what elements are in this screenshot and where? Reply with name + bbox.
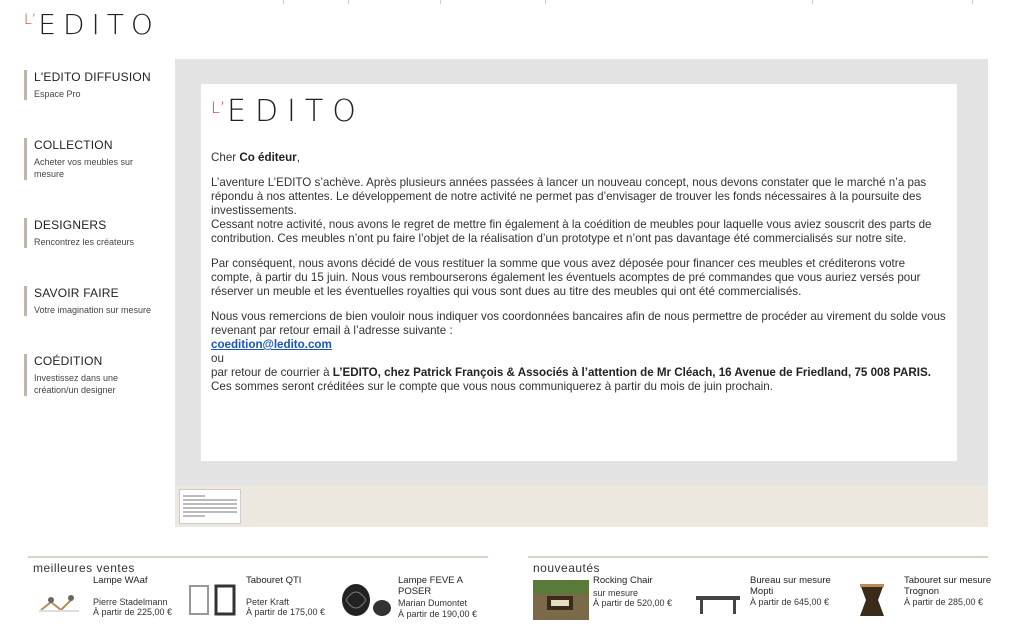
letter-paragraph: Cessant notre activité, nous avons le regret de mettre fin également à la coédition de meubles pour laquelle vous aviez souscrit des parts de contribution. Ces meubles n’ont pu faire l’objet de la réalisation d’un prototype et n’ont pas davantage été commercialisés sur notre site.: [211, 218, 932, 245]
mail-prefix: par retour de courrier à: [211, 366, 333, 379]
top-divider: [812, 0, 813, 4]
product-price: À partir de 225,00 €: [93, 607, 173, 617]
nav-title: L'EDITO DIFFUSION: [34, 70, 151, 84]
section-title: nouveautés: [528, 556, 988, 575]
side-nav: [24, 70, 164, 434]
nav-item-designers[interactable]: [24, 218, 164, 248]
logo-apostrophe: L’: [24, 12, 37, 28]
email-link[interactable]: coedition@ledito.com: [211, 338, 332, 351]
thumbnail-strip: [175, 485, 988, 527]
nav-subtitle: Rencontrez les créateurs: [34, 237, 135, 247]
product-name: Tabouret sur mesure Trognon: [904, 575, 992, 597]
nav-title: SAVOIR FAIRE: [34, 286, 119, 300]
lamp-icon: [33, 580, 89, 620]
letter-logo: [211, 94, 947, 129]
letter-greeting: [211, 151, 947, 165]
nav-title: COLLECTION: [34, 138, 113, 152]
letter-paragraph: L’aventure L’EDITO s’achève. Après plusieurs années passées à lancer un nouveau concept, nous devons constater que le marché n’a pas répondu à nos attentes. Le développement de notre activité ne permet pas d’envisager de trouver les fonds nécessaires à la poursuite des investissements.: [211, 176, 927, 217]
product-subtitle: sur mesure: [593, 587, 639, 598]
product-card[interactable]: [33, 576, 183, 626]
nav-item-coedition[interactable]: [24, 354, 164, 396]
top-divider: [283, 0, 284, 4]
product-designer: Marian Dumontet: [398, 598, 468, 608]
product-name: Tabouret QTI: [246, 575, 302, 586]
product-card[interactable]: [186, 576, 336, 626]
bestsellers-section: [28, 556, 488, 619]
nav-subtitle: Acheter vos meubles sur mesure: [34, 157, 134, 179]
nav-subtitle: Investissez dans une création/un designer: [34, 373, 119, 395]
product-price: À partir de 190,00 €: [398, 608, 478, 619]
letter-closing: Ces sommes seront créditées sur le compte que vous nous communiquerez à partir du mois de juin prochain.: [211, 380, 773, 393]
product-card[interactable]: [844, 576, 994, 626]
product-card[interactable]: [690, 576, 840, 626]
top-divider: [972, 0, 973, 4]
greeting-recipient: Co éditeur: [239, 151, 297, 164]
letter-mail-line: [211, 366, 947, 380]
top-divider: [348, 0, 349, 4]
nav-item-edito-diffusion[interactable]: [24, 70, 164, 100]
site-logo[interactable]: [24, 8, 160, 41]
nav-title: DESIGNERS: [34, 218, 107, 232]
letter-logo-apostrophe: L’: [211, 98, 225, 117]
nav-item-savoir-faire[interactable]: [24, 286, 164, 316]
lamp-icon: [338, 580, 394, 620]
product-designer: Peter Kraft: [246, 596, 290, 607]
content-stage: [175, 59, 988, 485]
product-price: À partir de 175,00 €: [246, 607, 326, 617]
top-divider: [440, 0, 441, 4]
product-price: À partir de 645,00 €: [750, 597, 830, 607]
letter-or: ou: [211, 352, 224, 365]
product-designer: Pierre Stadelmann: [93, 596, 168, 607]
nav-subtitle: Espace Pro: [34, 89, 81, 99]
nav-item-collection[interactable]: [24, 138, 164, 180]
desk-icon: [690, 580, 746, 620]
product-name: Bureau sur mesure Mopti: [750, 575, 831, 597]
product-price: À partir de 285,00 €: [904, 597, 984, 607]
greeting-suffix: ,: [296, 151, 300, 164]
product-card[interactable]: [338, 576, 488, 626]
product-name: Rocking Chair: [593, 575, 653, 586]
mail-address: L’EDITO, chez Patrick François & Associés à l’attention de Mr Cléach, 16 Avenue de Friedland, 75 008 PARIS.: [332, 366, 931, 379]
stool-icon: [844, 580, 900, 620]
greeting-prefix: Cher: [211, 151, 240, 164]
section-title: meilleures ventes: [28, 556, 488, 575]
letter-panel: [201, 84, 957, 461]
product-card[interactable]: [533, 576, 683, 626]
top-divider: [545, 0, 546, 4]
product-name: Lampe FEVE A POSER: [398, 575, 463, 597]
chair-icon: [533, 580, 589, 620]
letter-paragraph: Par conséquent, nous avons décidé de vous restituer la somme que vous avez déposée pour financer ces meubles et créditerons votre compte, à partir du 15 juin. Nous vous rembourserons également les éventuels acomptes de pré commandes que vous auriez versés pour réserver un meuble et les éventuelles royalties qui vous sont dues au titre des meubles qui ont été commercialisés.: [211, 257, 921, 298]
product-price: À partir de 520,00 €: [593, 598, 673, 608]
letter-logo-name: EDITO: [227, 94, 365, 129]
logo-name: EDITO: [38, 8, 160, 41]
product-name: Lampe WAaf: [93, 575, 148, 586]
nav-subtitle: Votre imagination sur mesure: [34, 305, 152, 315]
nav-title: COÉDITION: [34, 354, 103, 368]
letter-paragraph: Nous vous remercions de bien vouloir nous indiquer vos coordonnées bancaires afin de nous permettre de procéder au virement du solde vous revenant par retour email à l’adresse suivante :: [211, 310, 946, 337]
letter-thumbnail[interactable]: [179, 489, 241, 524]
stool-icon: [186, 580, 242, 620]
news-section: [528, 556, 992, 608]
